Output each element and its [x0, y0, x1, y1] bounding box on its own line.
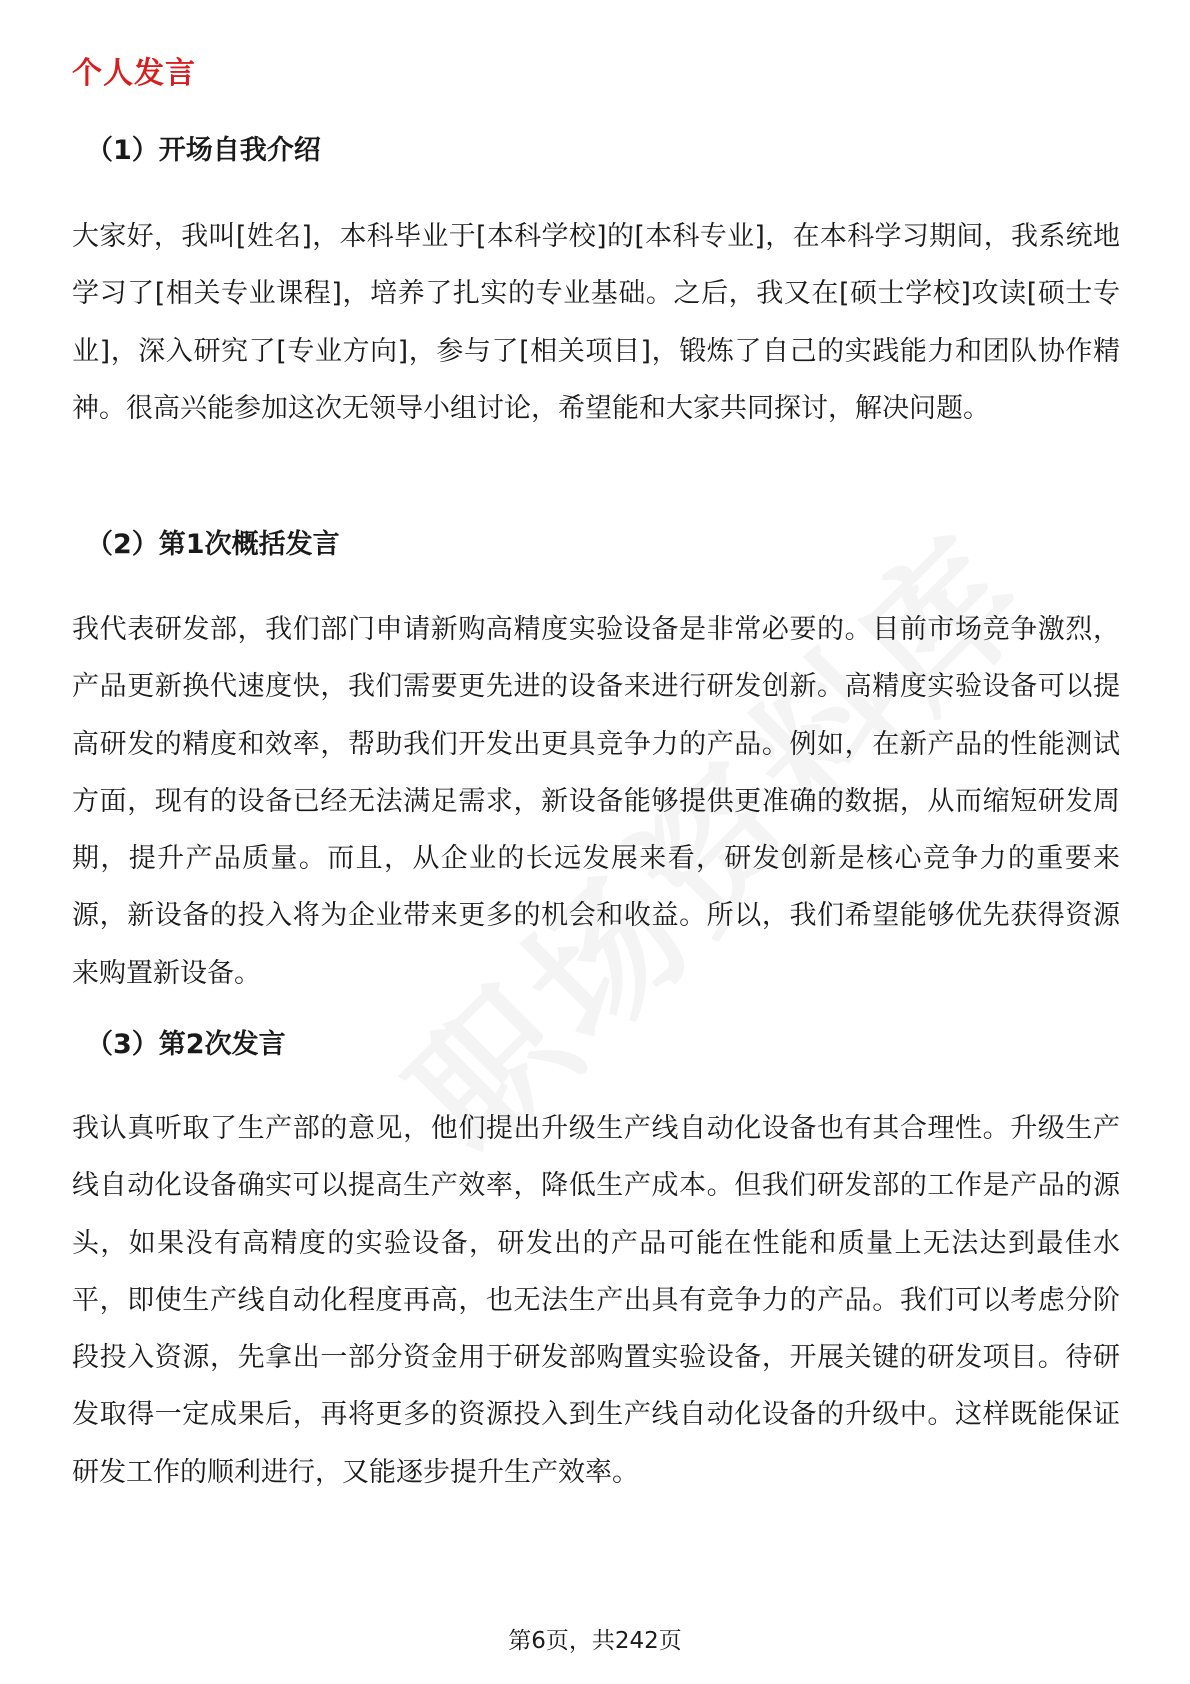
heading-self-intro: （1）开场自我介绍: [86, 135, 321, 166]
heading-second-speech: （3）第2次发言: [86, 1029, 286, 1060]
page-number-footer: 第6页，共242页: [508, 1628, 682, 1654]
paragraph-second-speech: 我认真听取了生产部的意见，他们提出升级生产线自动化设备也有其合理性。升级生产线自动化设备确实可以提高生产效率，降低生产成本。但我们研发部的工作是产品的源头，如果没有高精度的实验设备，研发出的产品可能在性能和质量上无法达到最佳水平，即使生产线自动化程度再高，也无法生产出具有竞争力的产品。我们可以考虑分阶段投入资源，先拿出一部分资金用于研发部购置实验设备，开展关键的研发项目。待研发取得一定成果后，再将更多的资源投入到生产线自动化设备的升级中。这样既能保证研发工作的顺利进行，又能逐步提升生产效率。: [72, 1113, 1120, 1488]
heading-first-speech: （2）第1次概括发言: [86, 529, 340, 560]
paragraph-self-intro: 大家好，我叫[姓名]，本科毕业于[本科学校]的[本科专业]，在本科学习期间，我系统地学习了[相关专业课程]，培养了扎实的专业基础。之后，我又在[硕士学校]攻读[硕士专业]，深入研究了[专业方向]，参与了[相关项目]，锻炼了自己的实践能力和团队协作精神。很高兴能参加这次无领导小组讨论，希望能和大家共同探讨，解决问题。: [72, 221, 1120, 424]
paragraph-first-speech: 我代表研发部，我们部门申请新购高精度实验设备是非常必要的。目前市场竞争激烈，产品更新换代速度快，我们需要更先进的设备来进行研发创新。高精度实验设备可以提高研发的精度和效率，帮助我们开发出更具竞争力的产品。例如，在新产品的性能测试方面，现有的设备已经无法满足需求，新设备能够提供更准确的数据，从而缩短研发周期，提升产品质量。而且，从企业的长远发展来看，研发创新是核心竞争力的重要来源，新设备的投入将为企业带来更多的机会和收益。所以，我们希望能够优先获得资源来购置新设备。: [72, 614, 1120, 989]
section-title: 个人发言: [72, 56, 196, 91]
